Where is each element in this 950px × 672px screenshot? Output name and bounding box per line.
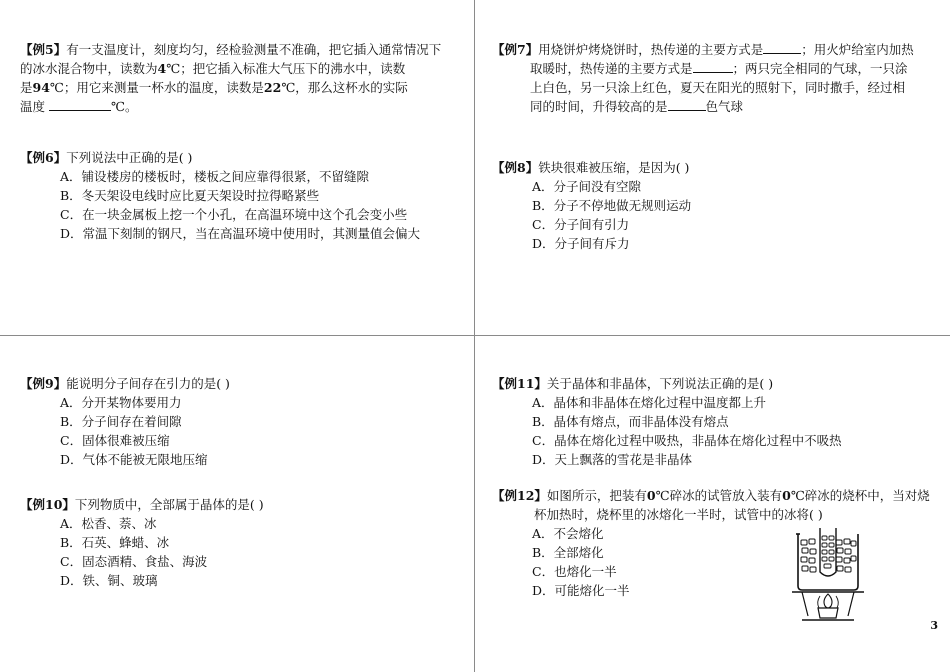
option-d: D．可能熔化一半 [532,583,630,598]
answer-blank [763,40,801,54]
option-c: C．固态酒精、食盐、海波 [60,554,208,569]
option-b: B．冬天架设电线时应比夏天架设时拉得略紧些 [60,188,320,203]
beaker-test-tube-figure [792,526,872,622]
question-12: 【例12】如图所示，把装有0℃碎冰的试管放入装有0℃碎冰的烧杯中，当对烧 杯加热时，烧杯里的冰熔化一半时，试管中的冰将( ) A．不会熔化 B．全部熔化 C．也熔化一半 D．可能熔化一半 [492,486,937,600]
option-a: A．松香、萘、冰 [60,516,157,531]
options-list [492,393,937,469]
page-number: 3 [930,619,938,632]
question-tag: 【例12】 [492,488,547,503]
option-d: D．天上飘落的雪花是非晶体 [532,452,693,467]
options-list [492,177,937,253]
option-b: B．分子不停地做无规则运动 [532,198,692,213]
question-10: 【例10】下列物质中，全部属于晶体的是( ) A．松香、萘、冰 B．石英、蜂蜡、冰 C．固态酒精、食盐、海波 D．铁、铜、玻璃 [20,495,465,590]
horizontal-divider [0,335,950,336]
option-d: D．常温下刻制的钢尺，当在高温环境中使用时，其测量值会偏大 [60,226,421,241]
options-list [20,167,465,243]
option-b: B．石英、蜂蜡、冰 [60,535,170,550]
question-11: 【例11】关于晶体和非晶体，下列说法正确的是( ) A．晶体和非晶体在熔化过程中温度都上升 B．晶体有熔点，而非晶体没有熔点 C．晶体在熔化过程中吸热，非晶体在熔化过程中不吸热 D．天上飘落的雪花是非晶体 [492,374,937,469]
question-tag: 【例10】 [20,497,75,512]
answer-blank [693,59,733,73]
option-a: A．不会熔化 [532,526,604,541]
option-c: C．分子间有引力 [532,217,630,232]
question-tag: 【例9】 [20,376,67,391]
question-tag: 【例5】 [20,42,67,57]
option-a: A．铺设楼房的楼板时，楼板之间应靠得很紧，不留缝隙 [60,169,370,184]
answer-blank [49,97,111,111]
question-tag: 【例8】 [492,160,539,175]
option-a: A．分开某物体要用力 [60,395,182,410]
answer-blank [668,97,706,111]
question-8: 【例8】铁块很难被压缩，是因为( ) A．分子间没有空隙 B．分子不停地做无规则运动 C．分子间有引力 D．分子间有斥力 [492,158,937,253]
option-c: C．固体很难被压缩 [60,433,170,448]
question-7: 【例7】用烧饼炉烤烧饼时，热传递的主要方式是 ；用火炉给室内加热 取暖时，热传递的主要方式是 ；两只完全相同的气球，一只涂 上白色，另一只涂上红色，夏天在阳光的照射下，同时撒手，经过相 同的时间，升得较高的是 色气球 [492,42,914,114]
question-tag: 【例6】 [20,150,67,165]
option-b: B．分子间存在着间隙 [60,414,182,429]
question-tag: 【例11】 [492,376,547,391]
option-d: D．气体不能被无限地压缩 [60,452,208,467]
option-a: A．分子间没有空隙 [532,179,642,194]
option-a: A．晶体和非晶体在熔化过程中温度都上升 [532,395,767,410]
question-6: 【例6】下列说法中正确的是( ) A．铺设楼房的楼板时，楼板之间应靠得很紧，不留缝隙 B．冬天架设电线时应比夏天架设时拉得略紧些 C．在一块金属板上挖一个小孔，在高温环境中这个孔会变小些 D．常温下刻制的钢尺，当在高温环境中使用时，其测量值会偏大 [20,148,465,243]
options-list [20,514,465,590]
question-5: 【例5】有一支温度计，刻度均匀，经检验测量不准确，把它插入通常情况下 的冰水混合物中，读数为4℃；把它插入标准大气压下的沸水中，读数 是94℃；用它来测量一杯水的温度，读数是22℃，那么这杯水的实际 温度 ℃。 [20,42,442,114]
question-tag: 【例7】 [492,42,539,57]
options-list [20,393,465,469]
option-b: B．晶体有熔点，而非晶体没有熔点 [532,414,729,429]
option-b: B．全部熔化 [532,545,604,560]
option-d: D．铁、铜、玻璃 [60,573,158,588]
question-9: 【例9】能说明分子间存在引力的是( ) A．分开某物体要用力 B．分子间存在着间隙 C．固体很难被压缩 D．气体不能被无限地压缩 [20,374,465,469]
option-d: D．分子间有斥力 [532,236,630,251]
vertical-divider [474,0,475,672]
option-c: C．在一块金属板上挖一个小孔，在高温环境中这个孔会变小些 [60,207,408,222]
option-c: C．晶体在熔化过程中吸热，非晶体在熔化过程中不吸热 [532,433,842,448]
option-c: C．也熔化一半 [532,564,617,579]
